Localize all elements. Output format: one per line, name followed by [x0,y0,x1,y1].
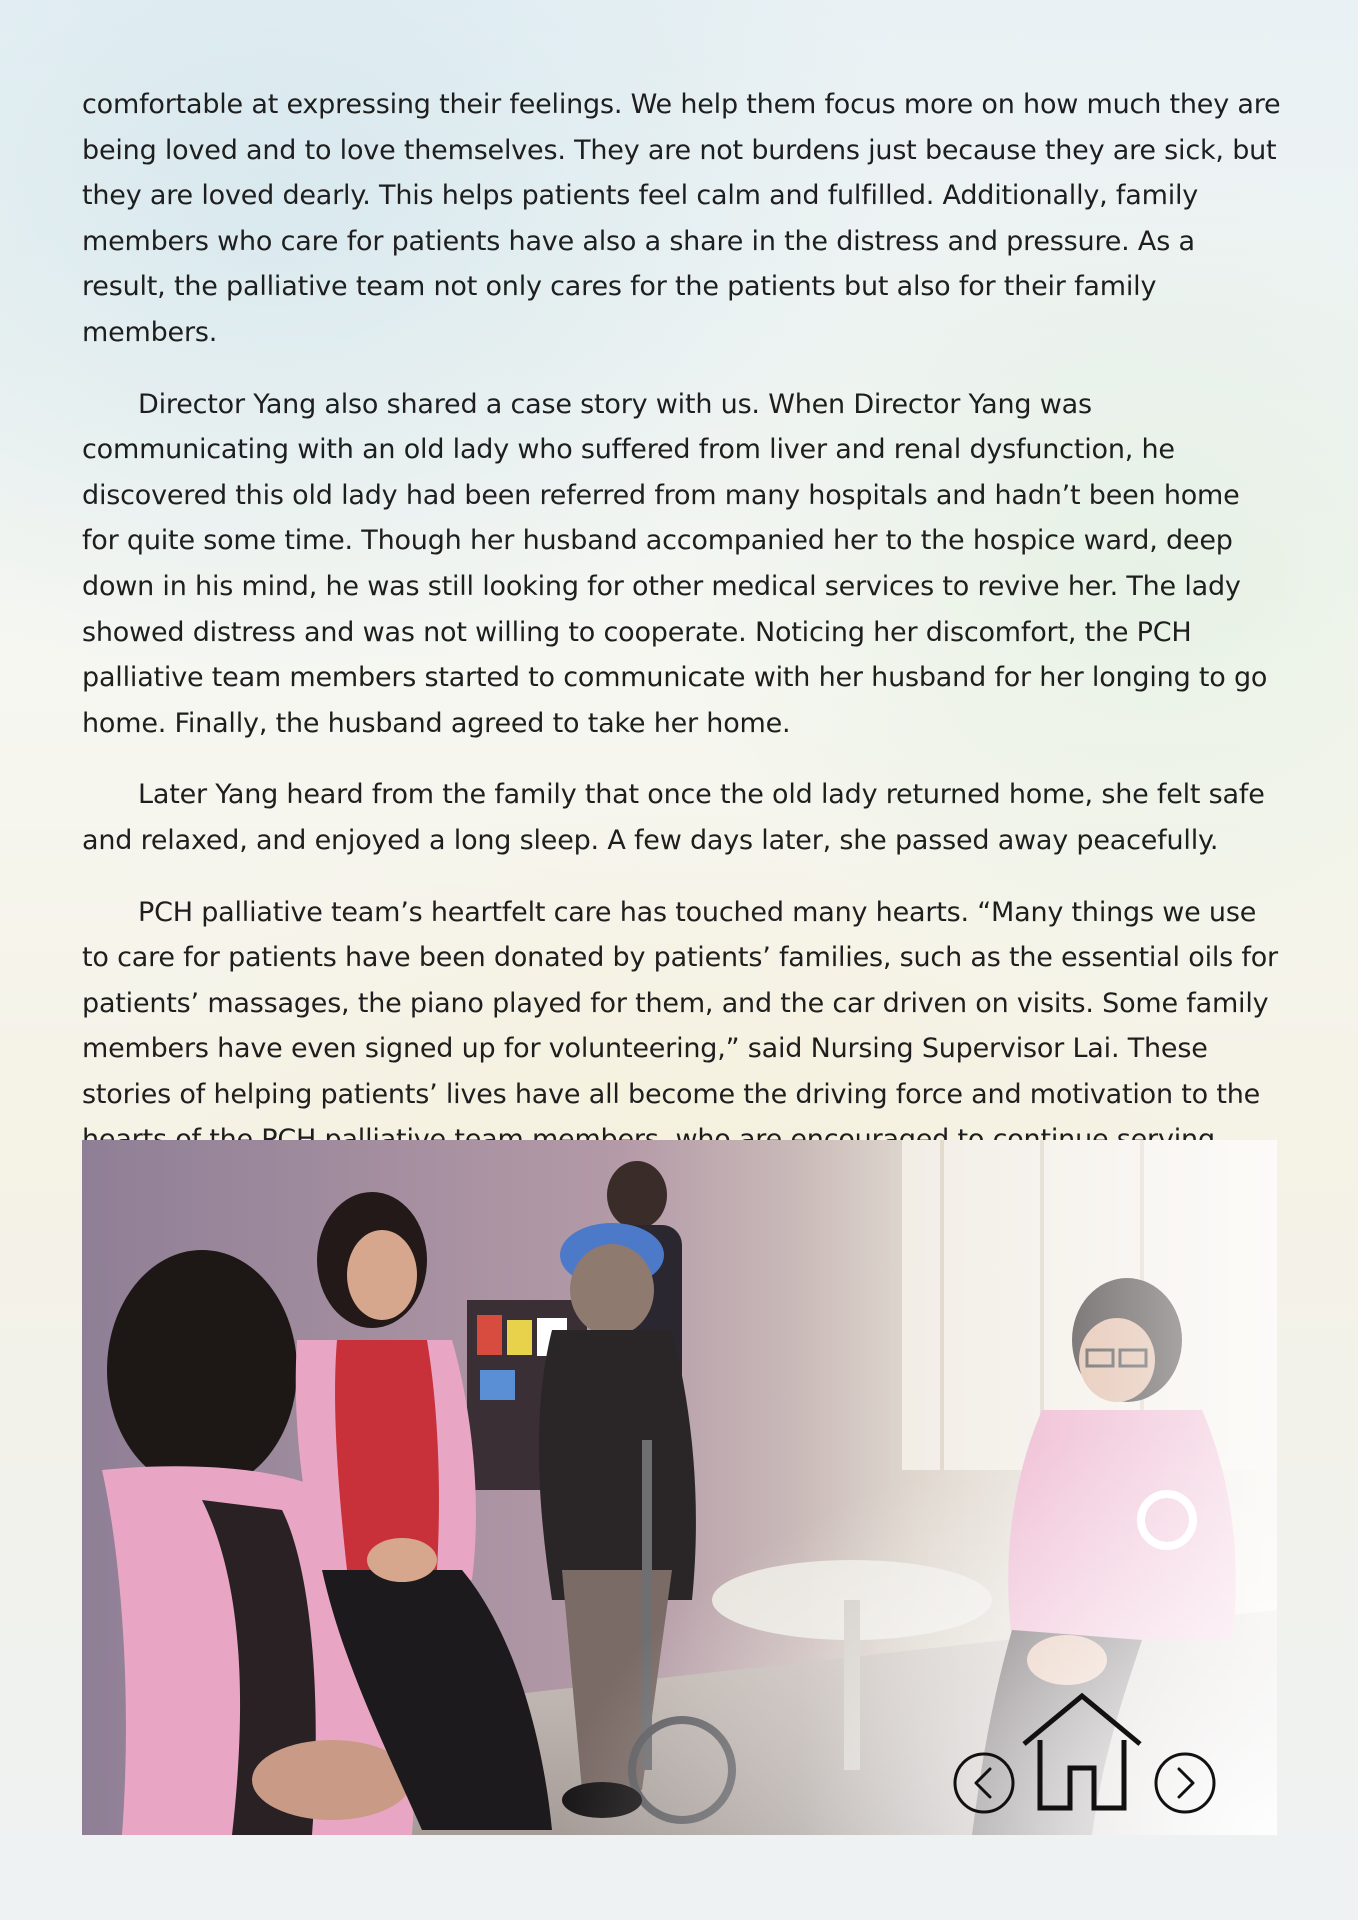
house-icon[interactable] [1018,1690,1146,1814]
paragraph-4: PCH palliative team’s heartfelt care has touched many hearts. “Many things we use to care for patients have been donated by patients’ families, such as the essential oils for patients’ massages, the piano played for them, and the car driven on visits. Some family members have even signed up for volunteering,” said Nursing Supervisor Lai. These stories of helping patients’ lives have all become the driving force and motivation to the [82,896,1278,1110]
paragraph-1: comfortable at expressing their feelings. We help them focus more on how much they are being loved and to love themselves. They are not burdens just because they are sick, but they are loved dearly. This helps patients feel calm and fulfilled. Additionally, family members who care for patients have also a share in the distress and pressure. As a result, the palliative team not only cares for the patients but also for their family members. [82,89,1281,348]
navigation-controls [950,1690,1230,1820]
paragraph-2: Director Yang also shared a case story with us. When Director Yang was communicating with an old lady who suffered from liver and renal dysfunction, he discovered this old lady had been referred from many hospitals and hadn’t been home for quite some time. Though her husband accompanied her to the hospice ward, deep down in his mind, he was still looking for other medical services to revive her. The lady showed distress and was not willing to cooperate. Noticing her discomfort, the PCH palliative team members started to communicate with her husband for her longing to go home. Finally, the husband agreed to take her home. [82,388,1268,739]
paragraph-3: Later Yang heard from the family that once the old lady returned home, she felt safe and relaxed, and enjoyed a long sleep. A few days later, she passed away peacefully. [82,779,1265,856]
chevron-right-circle-icon[interactable] [1153,1751,1217,1815]
article-body [82,82,1282,1235]
chevron-left-circle-icon[interactable] [952,1751,1016,1815]
